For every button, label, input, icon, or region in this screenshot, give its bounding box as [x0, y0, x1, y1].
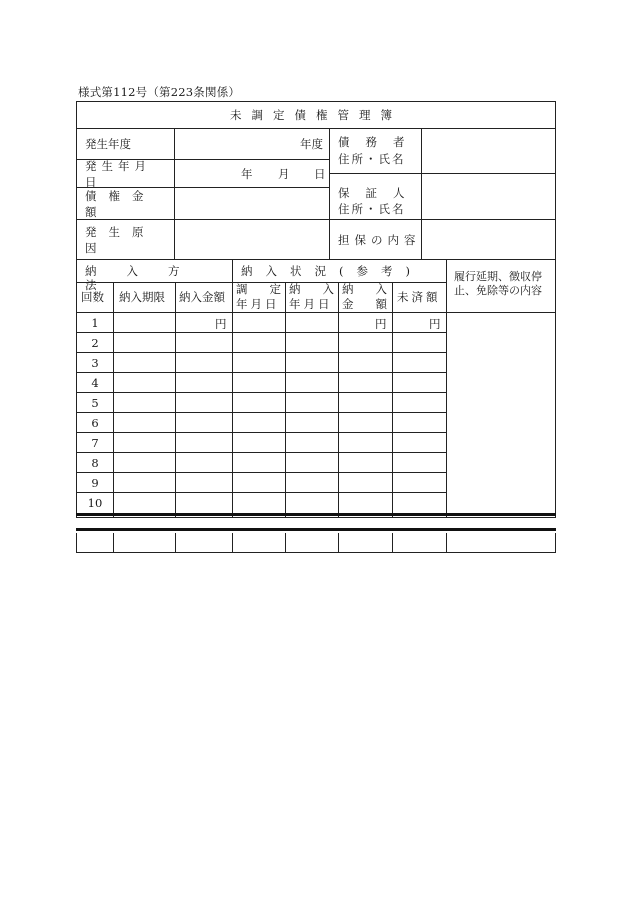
row-number: 1	[91, 316, 99, 330]
header-paid-date-line2: 年月日	[289, 297, 333, 311]
label-fiscal-year	[77, 129, 174, 159]
occurrence-cause-field[interactable]	[174, 219, 329, 259]
form-caption: 様式第112号（第223条関係）	[78, 85, 241, 99]
label-debtor-line1: 債務者	[338, 135, 421, 149]
ledger-title-text: 未調定債権管理簿	[230, 108, 402, 122]
date-unit-day: 日	[314, 167, 326, 181]
row-divider	[77, 392, 446, 393]
header-assessed-line1: 調定	[236, 282, 303, 296]
row-divider	[77, 332, 446, 333]
total-row	[76, 533, 556, 553]
row-divider	[77, 452, 446, 453]
col-divider	[392, 533, 393, 552]
claim-amount-field[interactable]	[174, 187, 329, 219]
col-divider	[113, 533, 114, 552]
collateral-field[interactable]	[421, 219, 555, 259]
thick-rule-bottom	[76, 528, 556, 531]
row-number: 5	[91, 396, 99, 410]
header-divider	[77, 312, 555, 313]
header-paid-amount: 納入金額	[179, 290, 225, 304]
yen-mark-status-amount: 円	[375, 317, 387, 331]
label-guarantor	[329, 173, 421, 219]
guarantor-field[interactable]	[421, 173, 555, 219]
col-divider	[446, 260, 447, 517]
col-divider	[338, 282, 339, 517]
row-divider	[77, 432, 446, 433]
yen-mark-uncleared: 円	[429, 317, 441, 331]
header-payment-method-text: 納入方法	[85, 264, 210, 292]
header-payment-method	[85, 264, 225, 292]
ledger-title	[77, 102, 555, 129]
header-deadline: 納入期限	[119, 290, 165, 304]
row-number: 4	[91, 376, 99, 390]
col-divider	[232, 260, 233, 517]
date-unit-month: 月	[278, 167, 290, 181]
label-debtor-line2: 住所・氏名	[338, 152, 406, 166]
col-divider	[392, 282, 393, 517]
row-number: 3	[91, 356, 99, 370]
label-debtor	[329, 129, 421, 173]
col-divider	[285, 533, 286, 552]
label-occurrence-cause-text: 発生原因	[85, 224, 156, 255]
col-divider	[285, 282, 286, 517]
header-payment-status-text: 納入状況(参考)	[241, 264, 423, 278]
header-notes-line1: 履行延期、徴収停	[454, 270, 542, 283]
header-paid-date-line1: 納入	[289, 282, 356, 296]
col-divider	[175, 533, 176, 552]
label-claim-amount-text: 債権金額	[85, 188, 156, 219]
label-collateral	[329, 219, 421, 259]
col-divider	[175, 282, 176, 517]
fiscal-year-unit: 年度	[300, 137, 323, 151]
label-collateral-text: 担保の内容	[338, 233, 421, 247]
col-divider	[232, 533, 233, 552]
label-guarantor-line1: 保証人	[338, 186, 421, 200]
row-divider	[77, 412, 446, 413]
row-number: 6	[91, 416, 99, 430]
payment-table	[77, 260, 555, 517]
occurrence-date-field[interactable]	[174, 159, 329, 187]
header-assessed-line2: 年月日	[236, 297, 280, 311]
header-notes	[454, 270, 558, 298]
header-payment-status	[241, 264, 441, 278]
row-number: 2	[91, 336, 99, 350]
ledger-info-block	[77, 129, 555, 260]
yen-mark-paid-amount: 円	[215, 317, 227, 331]
col-divider	[446, 533, 447, 552]
row-divider	[77, 352, 446, 353]
header-notes-line2: 止、免除等の内容	[454, 284, 542, 297]
header-count: 回数	[81, 290, 104, 304]
fiscal-year-field[interactable]	[174, 129, 329, 159]
row-number: 7	[91, 436, 99, 450]
row-divider	[77, 472, 446, 473]
col-divider	[113, 282, 114, 517]
header-paid-amt-line1: 納入	[342, 282, 409, 296]
label-claim-amount	[77, 187, 174, 219]
label-occurrence-date-text: 発生年月日	[85, 158, 151, 189]
col-divider	[338, 533, 339, 552]
label-fiscal-year-text: 発生年度	[85, 137, 131, 151]
date-unit-year: 年	[241, 167, 253, 181]
row-number: 10	[87, 496, 103, 510]
label-guarantor-line2: 住所・氏名	[338, 202, 406, 216]
row-divider	[77, 372, 446, 373]
debtor-field[interactable]	[421, 129, 555, 173]
row-number: 9	[91, 476, 99, 490]
thick-rule-top	[76, 513, 556, 516]
header-uncleared: 未済額	[397, 290, 441, 304]
row-divider	[77, 492, 446, 493]
label-occurrence-date	[77, 159, 174, 187]
ledger-form	[76, 101, 556, 518]
row-number: 8	[91, 456, 99, 470]
label-occurrence-cause	[77, 219, 174, 259]
header-paid-amt-line2: 金額	[342, 297, 409, 311]
